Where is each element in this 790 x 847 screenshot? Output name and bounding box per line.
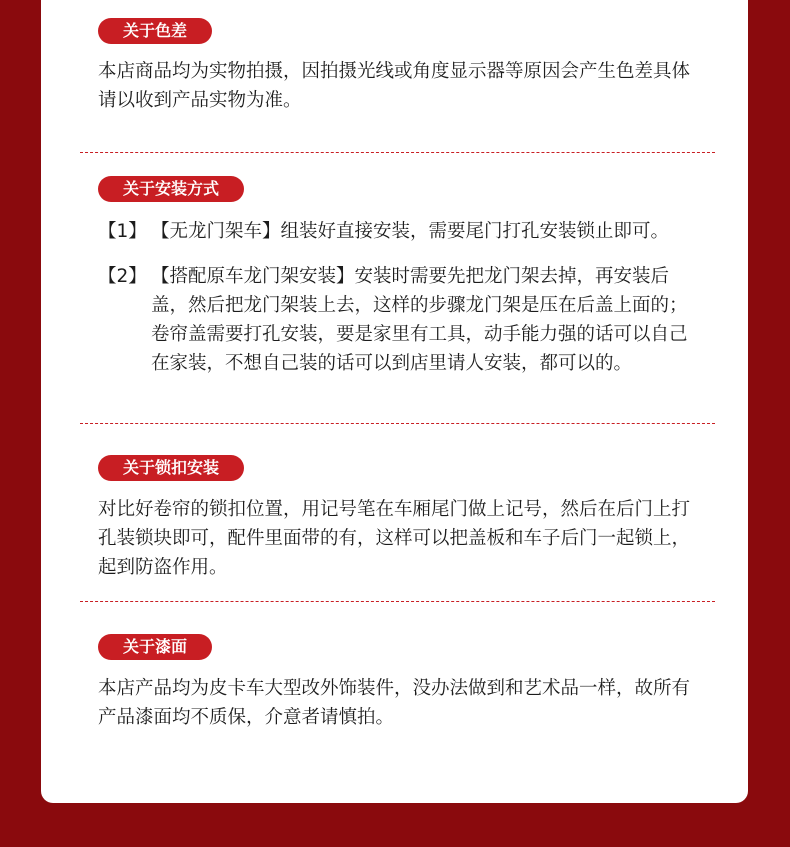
section-divider xyxy=(80,601,715,602)
section-divider xyxy=(80,152,715,153)
section-title-badge: 关于色差 xyxy=(98,18,212,44)
section-title-badge: 关于漆面 xyxy=(98,634,212,660)
section-title-badge: 关于锁扣安装 xyxy=(98,455,244,481)
item-text: 【搭配原车龙门架安装】安装时需要先把龙门架去掉，再安装后盖，然后把龙门架装上去，这样的步骤龙门架是压在后盖上面的；卷帘盖需要打孔安装，要是家里有工具，动手能力强的话可以自己在家装，不想自己装的话可以到店里请人安装，都可以的。 xyxy=(151,266,688,374)
list-item xyxy=(98,262,703,378)
item-text: 【无龙门架车】组装好直接安装，需要尾门打孔安装锁止即可。 xyxy=(151,221,670,242)
section-paragraph: 对比好卷帘的锁扣位置，用记号笔在车厢尾门做上记号，然后在后门上打孔装锁块即可，配件里面带的有，这样可以把盖板和车子后门一起锁上，起到防盗作用。 xyxy=(98,499,691,578)
info-card xyxy=(41,0,748,803)
item-number: 【1】 xyxy=(98,221,147,242)
section-paragraph: 本店商品均为实物拍摄，因拍摄光线或角度显示器等原因会产生色差具体请以收到产品实物为准。 xyxy=(98,61,691,111)
item-number: 【2】 xyxy=(98,266,147,287)
list-item xyxy=(98,217,703,246)
section-divider xyxy=(80,423,715,424)
section-title-badge: 关于安装方式 xyxy=(98,176,244,202)
section-paragraph: 本店产品均为皮卡车大型改外饰装件，没办法做到和艺术品一样，故所有产品漆面均不质保，介意者请慎拍。 xyxy=(98,678,691,728)
